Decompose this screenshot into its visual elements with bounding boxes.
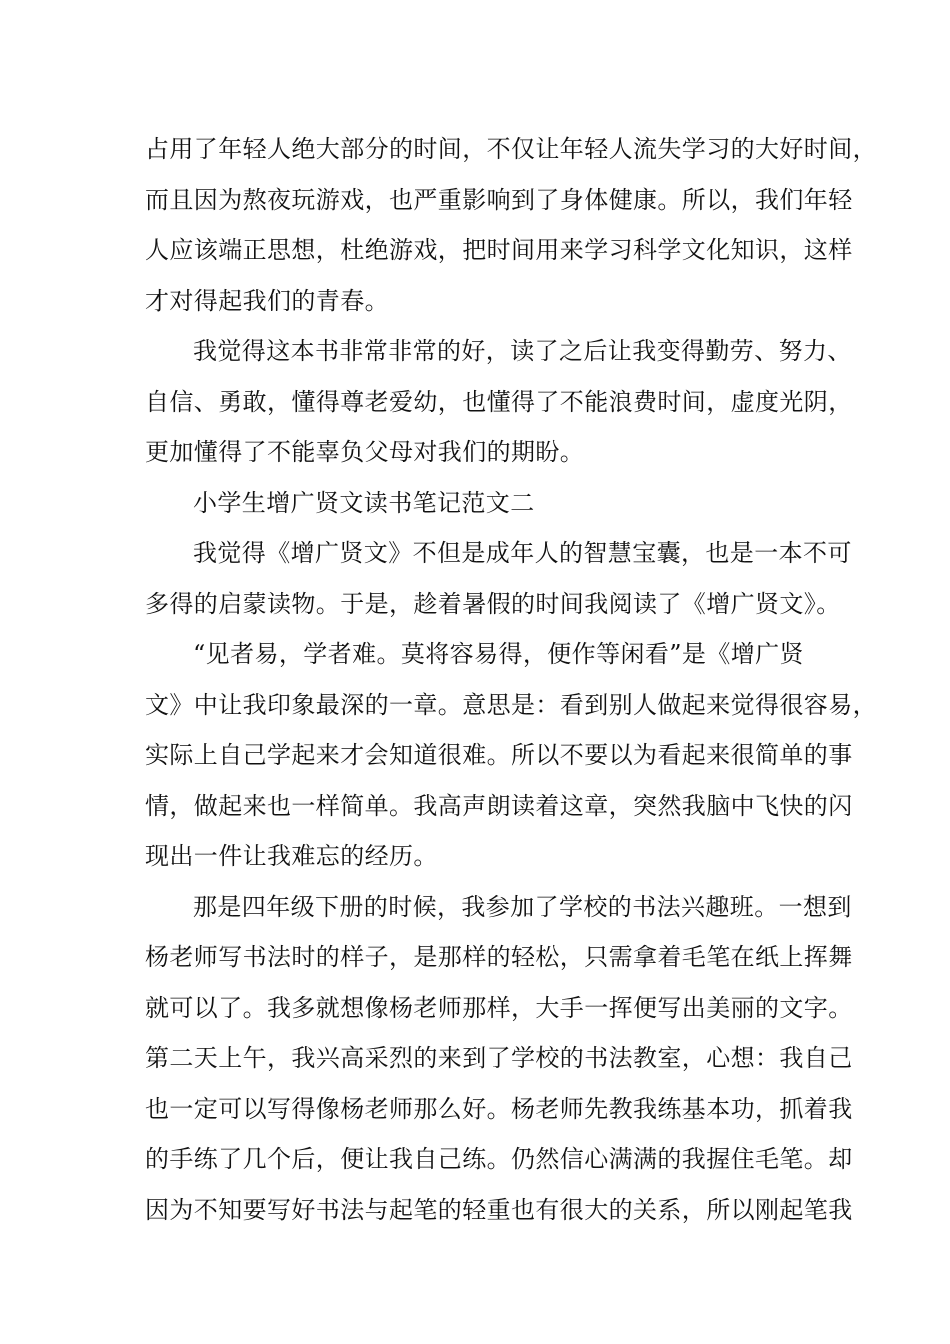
text-line-2: 而且因为熬夜玩游戏，也严重影响到了身体健康。所以，我们年轻: [145, 186, 853, 214]
text-line-14: 情，做起来也一样简单。我高声朗读着这章，突然我脑中飞快的闪: [145, 792, 853, 820]
text-line-11: “见者易，学者难。莫将容易得，便作等闲看”是《增广贤: [193, 640, 804, 668]
text-line-15: 现出一件让我难忘的经历。: [145, 842, 438, 870]
text-line-5: 我觉得这本书非常非常的好，读了之后让我变得勤劳、努力、: [193, 337, 852, 365]
text-line-19: 第二天上午，我兴高采烈的来到了学校的书法教室，心想：我自己: [145, 1044, 853, 1072]
text-line-12: 文》中让我印象最深的一章。意思是：看到别人做起来觉得很容易，: [145, 691, 877, 719]
text-line-3: 人应该端正思想，杜绝游戏，把时间用来学习科学文化知识，这样: [145, 236, 853, 264]
text-line-21: 的手练了几个后，便让我自己练。仍然信心满满的我握住毛笔。却: [145, 1145, 853, 1173]
text-line-10: 多得的启蒙读物。于是，趁着暑假的时间我阅读了《增广贤文》。: [145, 590, 841, 618]
text-line-9: 我觉得《增广贤文》不但是成年人的智慧宝囊，也是一本不可: [193, 539, 852, 567]
text-line-20: 也一定可以写得像杨老师那么好。杨老师先教我练基本功，抓着我: [145, 1095, 853, 1123]
section-heading: 小学生增广贤文读书笔记范文二: [193, 489, 535, 517]
text-line-13: 实际上自己学起来才会知道很难。所以不要以为看起来很简单的事: [145, 741, 853, 769]
text-line-16: 那是四年级下册的时候，我参加了学校的书法兴趣班。一想到: [193, 893, 852, 921]
text-line-7: 更加懂得了不能辜负父母对我们的期盼。: [145, 438, 585, 466]
text-line-17: 杨老师写书法时的样子，是那样的轻松，只需拿着毛笔在纸上挥舞: [145, 943, 853, 971]
text-line-4: 才对得起我们的青春。: [145, 287, 389, 315]
text-line-1: 占用了年轻人绝大部分的时间，不仅让年轻人流失学习的大好时间，: [145, 135, 877, 163]
text-line-22: 因为不知要写好书法与起笔的轻重也有很大的关系，所以刚起笔我: [145, 1196, 853, 1224]
text-line-6: 自信、勇敢，懂得尊老爱幼，也懂得了不能浪费时间，虚度光阴，: [145, 388, 853, 416]
text-line-18: 就可以了。我多就想像杨老师那样，大手一挥便写出美丽的文字。: [145, 994, 853, 1022]
